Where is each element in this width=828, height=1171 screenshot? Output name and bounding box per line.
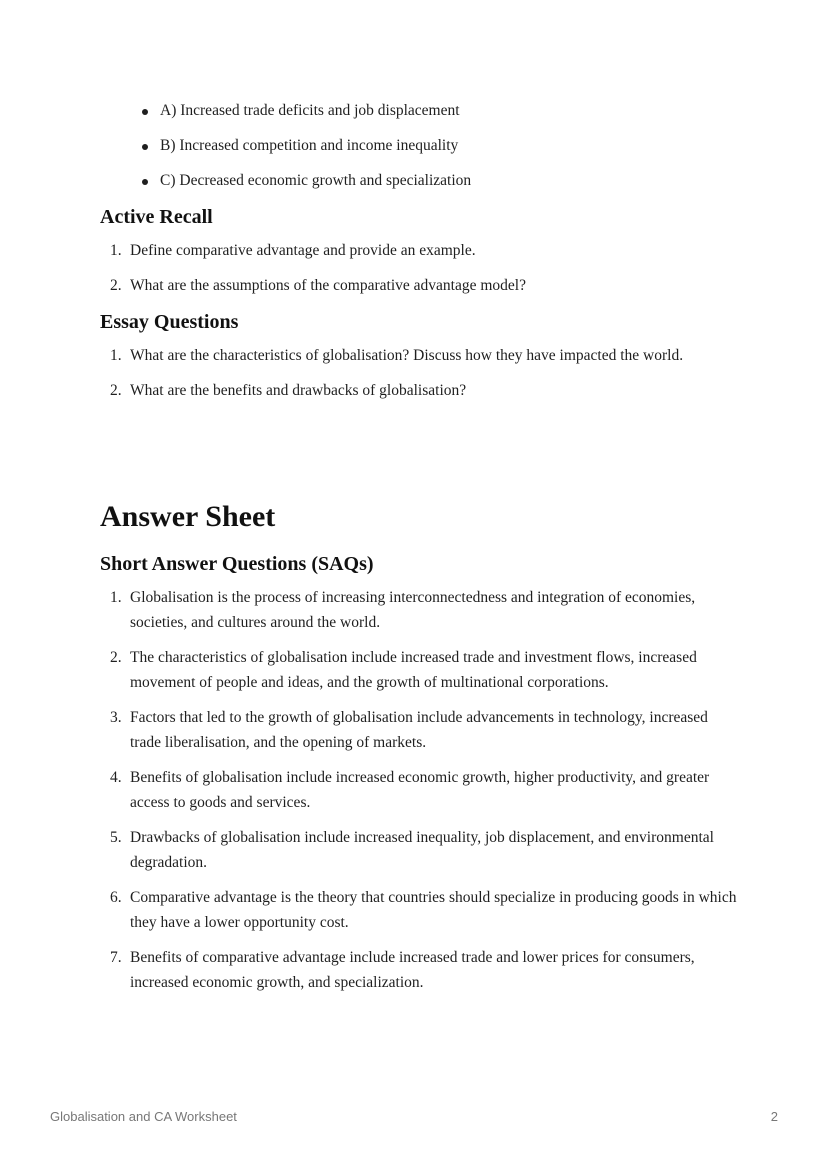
list-item-number: 2.: [110, 382, 122, 399]
document-page: [100, 98, 740, 1005]
active-recall-heading: Active Recall: [100, 206, 213, 228]
mcq-option: B) Increased competition and income inequality: [140, 133, 740, 159]
list-item: [100, 825, 740, 875]
list-item: [100, 378, 740, 403]
list-item: [100, 705, 740, 755]
list-item-text: Benefits of globalisation include increased economic growth, higher productivity, and greater access to goods and services.: [130, 769, 710, 811]
list-item-number: 3.: [110, 709, 122, 726]
mcq-option: C) Decreased economic growth and specialization: [140, 168, 740, 194]
list-item: [100, 273, 740, 298]
list-item-text: Factors that led to the growth of globalisation include advancements in technology, increased trade liberalisation, and the opening of markets.: [130, 709, 708, 751]
active-recall-section: [100, 203, 740, 298]
list-item: [100, 238, 740, 263]
list-item: [100, 765, 740, 815]
list-item: [100, 885, 740, 935]
saq-section: [100, 550, 740, 995]
list-item-number: 4.: [110, 769, 122, 786]
list-item-number: 6.: [110, 889, 122, 906]
list-item-number: 2.: [110, 649, 122, 666]
list-item-number: 2.: [110, 277, 122, 294]
saq-answers-list: [100, 585, 740, 995]
list-item-text: What are the benefits and drawbacks of globalisation?: [130, 382, 467, 399]
list-item-number: 5.: [110, 829, 122, 846]
list-item-text: What are the assumptions of the comparative advantage model?: [130, 277, 526, 294]
list-item-text: Drawbacks of globalisation include increased inequality, job displacement, and environmental degradation.: [130, 829, 714, 871]
page-footer: [50, 1109, 778, 1124]
essay-questions-list: [100, 343, 740, 403]
list-item: [100, 585, 740, 635]
list-item-number: 1.: [110, 242, 122, 259]
list-item: [100, 645, 740, 695]
essay-questions-section: [100, 308, 740, 403]
list-item-number: 1.: [110, 589, 122, 606]
mcq-option: A) Increased trade deficits and job displacement: [140, 98, 740, 124]
saq-heading: Short Answer Questions (SAQs): [100, 553, 374, 575]
page-number: 2: [770, 1109, 778, 1124]
essay-questions-heading: Essay Questions: [100, 311, 239, 333]
list-item-text: The characteristics of globalisation include increased trade and investment flows, increased movement of people and ideas, and the growth of multinational corporations.: [130, 649, 697, 691]
list-item-text: Benefits of comparative advantage include increased trade and lower prices for consumers, increased economic growth, and specialization.: [130, 949, 695, 991]
list-item-text: What are the characteristics of globalisation? Discuss how they have impacted the world.: [130, 347, 684, 364]
list-item-number: 7.: [110, 949, 122, 966]
footer-doc-title: Globalisation and CA Worksheet: [50, 1109, 237, 1124]
list-item-text: Globalisation is the process of increasing interconnectedness and integration of economies, societies, and cultures around the world.: [130, 589, 696, 631]
list-item-text: Comparative advantage is the theory that countries should specialize in producing goods in which they have a lower opportunity cost.: [130, 889, 737, 931]
list-item: [100, 343, 740, 368]
active-recall-list: [100, 238, 740, 298]
mcq-options-list: [100, 98, 740, 194]
answer-sheet-title: Answer Sheet: [100, 500, 276, 533]
list-item: [100, 945, 740, 995]
list-item-text: Define comparative advantage and provide an example.: [130, 242, 476, 259]
list-item-number: 1.: [110, 347, 122, 364]
